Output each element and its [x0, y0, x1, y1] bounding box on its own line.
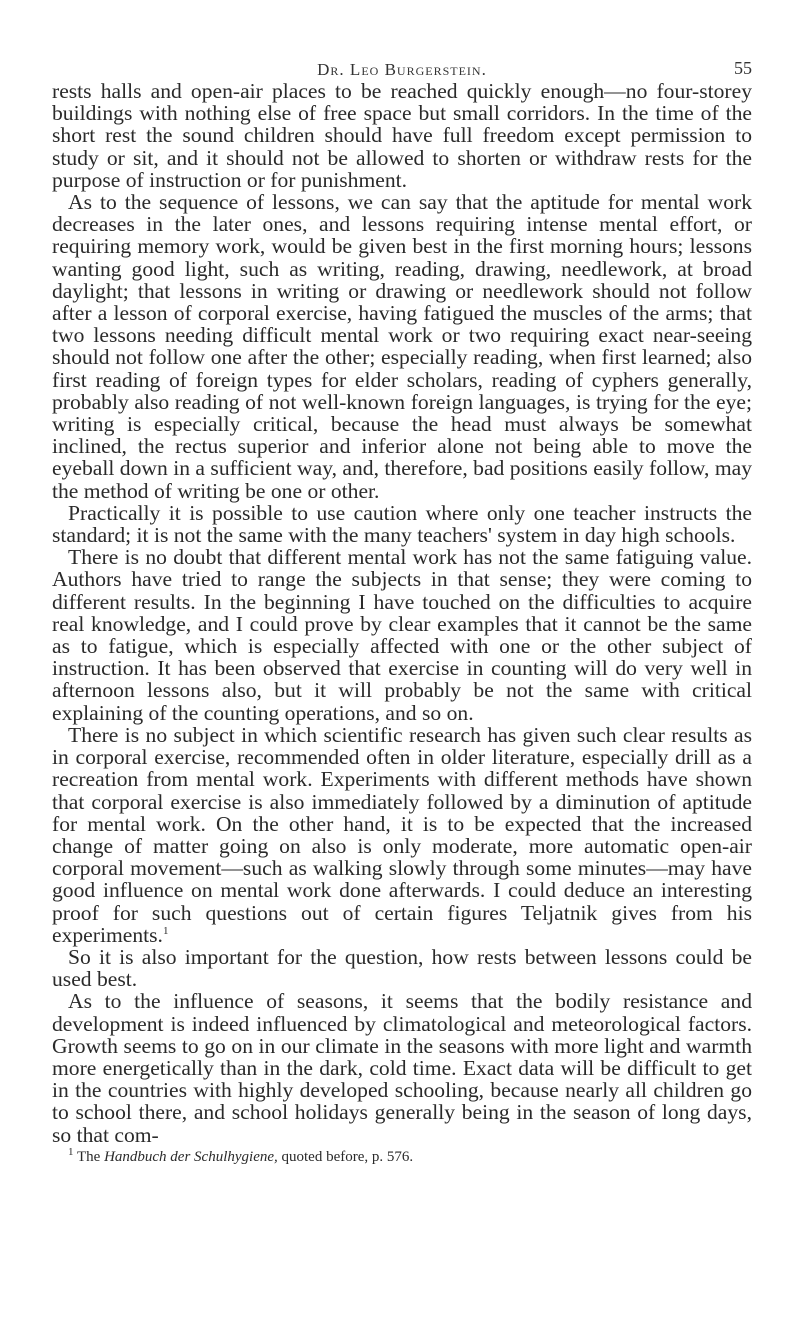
paragraph: So it is also important for the question, how rests between lessons could be used best.	[52, 944, 752, 992]
footnote-prefix: The	[76, 1148, 101, 1165]
paragraph: As to the influence of seasons, it seems that the bodily resistance and development is indeed influenced by climatological and meteorological factors. Growth seems to go on in our climate in the seasons with more light and warmth more energetically than in the dark, cold time. Exact data will be difficult to get in the countries with highly developed schooling, because nearly all children go to school there, and school holidays generally being in the season of long days, so that com-	[52, 989, 752, 1147]
body-text	[52, 80, 752, 1146]
footnote-title: Handbuch der Schulhygiene,	[104, 1148, 278, 1165]
footnote-marker: 1	[162, 924, 169, 937]
paragraph: rests halls and open-air places to be reached quickly enough—no four-storey buildings with nothing else of free space but small corridors. In the time of the short rest the sound children should have full freedom except permission to study or sit, and it should not be allowed to shorten or withdraw rests for the purpose of instruction or for punishment.	[52, 79, 752, 192]
page-header	[52, 0, 752, 80]
running-head: Dr. Leo Burgerstein.	[317, 60, 487, 79]
paragraph: As to the sequence of lessons, we can say that the aptitude for mental work decreases in the later ones, and lessons requiring intense mental effort, or requiring memory work, would be given best in the first morning hours; lessons wanting good light, such as writing, reading, drawing, needlework, at broad daylight; that lessons in writing or drawing or needlework should not follow after a lesson of corporal exercise, having fatigued the muscles of the arms; that two lessons needing difficult mental work or two requiring exact near-seeing should not follow one after the other; especially reading, when first learned; also first reading of foreign types for elder scholars, reading of cyphers generally, probably also reading of not well-known foreign languages, is trying for the eye; writing is especially critical, because the head must always be somewhat inclined, the rectus superior and inferior alone not being able to move the eyeball down in a sufficient way, and, therefore, bad positions easily follow, may the method of writing be one or other.	[52, 190, 752, 503]
footnote	[52, 1145, 752, 1166]
paragraph: There is no doubt that different mental work has not the same fatiguing value. Authors have tried to range the subjects in that sense; they were coming to different results. In the beginning I have touched on the difficulties to acquire real knowledge, and I could prove by clear examples that it cannot be the same as to fatigue, which is especially affected with one or the other subject of instruction. It has been observed that exercise in counting will do very well in afternoon lessons also, but it will probably be not the same with critical explaining of the counting operations, and so on.	[52, 545, 752, 725]
footnote-suffix: quoted before, p. 576.	[281, 1148, 414, 1165]
paragraph-with-footnote	[52, 724, 752, 946]
paragraph-text: There is no subject in which scientific research has given such clear results as in corporal exercise, recommended often in older literature, especially drill as a recreation from mental work. Experiments with different methods have shown that corporal exercise is also immediately followed by a diminution of aptitude for mental work. On the other hand, it is to be expected that the increased change of matter going on also is only moderate, more automatic open-air corporal movement—such as walking slowly through some minutes—may have good influence on mental work done afterwards. I could deduce an interesting proof for such questions out of certain figures Teljatnik gives from his experiments.	[52, 722, 752, 947]
paragraph: Practically it is possible to use caution where only one teacher instructs the standard; it is not the same with the many teachers' system in day high schools.	[52, 500, 752, 548]
page-number: 55	[734, 58, 752, 78]
page	[52, 0, 752, 1166]
footnote-number: 1	[68, 1145, 74, 1158]
